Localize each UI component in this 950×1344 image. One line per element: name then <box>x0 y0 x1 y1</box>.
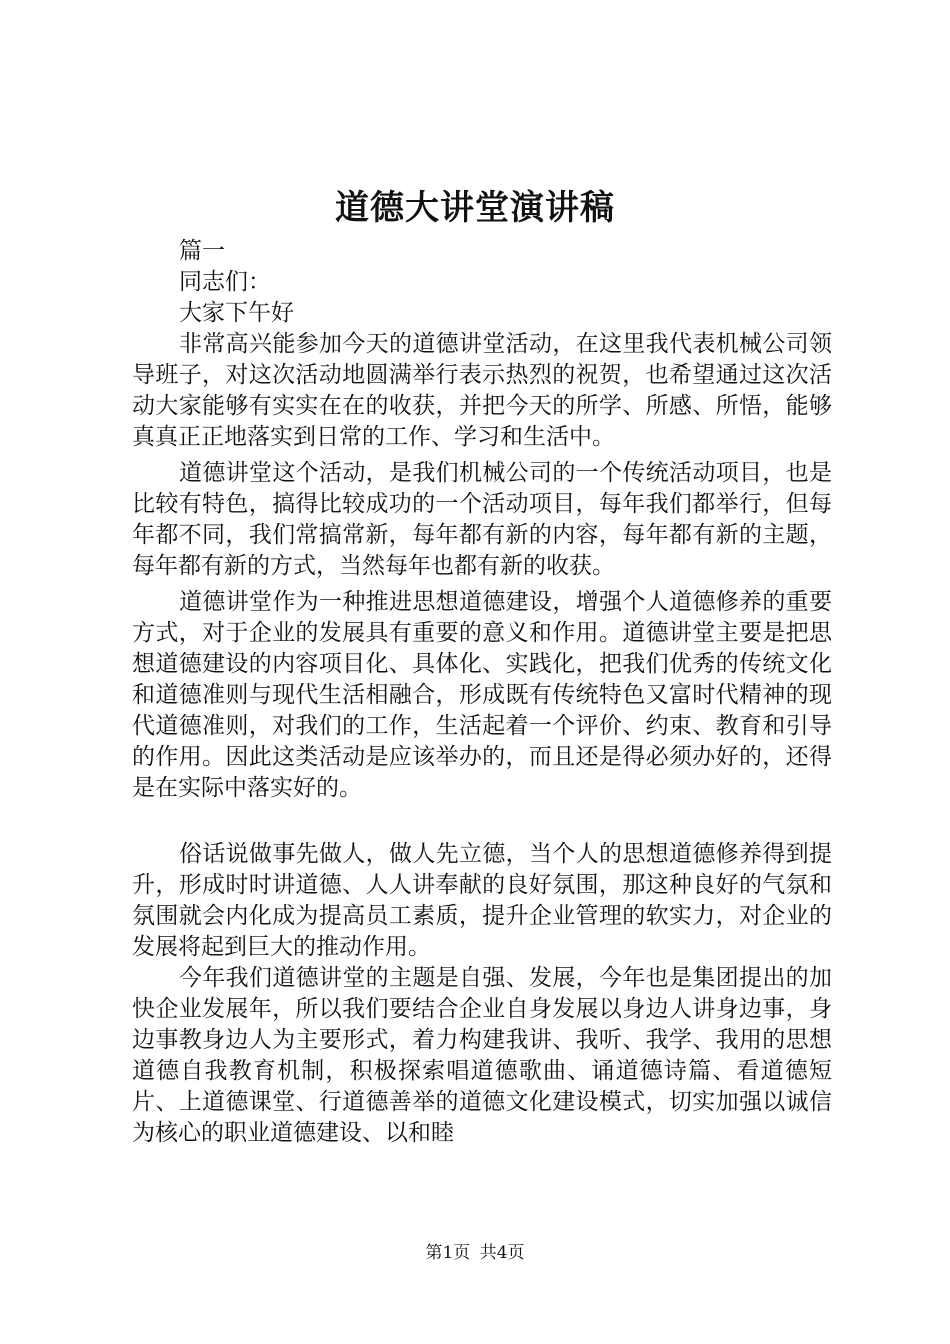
paragraph: 道德讲堂作为一种推进思想道德建设，增强个人道德修养的重要方式，对于企业的发展具有重要的意义和作用。道德讲堂主要是把思想道德建设的内容项目化、具体化、实践化，把我们优秀的传统文化和道德准则与现代生活相融合，形成既有传统特色又富时代精神的现代道德准则，对我们的工作，生活起着一个评价、约束、教育和引导的作用。因此这类活动是应该举办的，而且还是得必须办好的，还得是在实际中落实好的。 <box>132 589 832 801</box>
greeting: 大家下午好 <box>179 300 294 326</box>
salutation: 同志们： <box>179 269 271 295</box>
section-label: 篇一 <box>179 238 225 264</box>
paragraph: 俗话说做事先做人，做人先立德，当个人的思想道德修养得到提升，形成时时讲道德、人人讲奉献的良好氛围，那这种良好的气氛和氛围就会内化成为提高员工素质，提升企业管理的软实力，对企业的发展将起到巨大的推动作用。 <box>132 841 832 960</box>
paragraph: 非常高兴能参加今天的道德讲堂活动，在这里我代表机械公司领导班子，对这次活动地圆满举行表示热烈的祝贺，也希望通过这次活动大家能够有实实在在的收获，并把今天的所学、所感、所悟，能够真真正正地落实到日常的工作、学习和生活中。 <box>132 331 832 450</box>
document-title: 道德大讲堂演讲稿 <box>335 188 615 228</box>
document-body <box>132 236 832 1149</box>
page-footer <box>0 1241 950 1265</box>
page-total: 共4页 <box>479 1243 525 1263</box>
paragraph: 今年我们道德讲堂的主题是自强、发展，今年也是集团提出的加快企业发展年，所以我们要结合企业自身发展以身边人讲身边事，身边事教身边人为主要形式，着力构建我讲、我听、我学、我用的思想道德自我教育机制，积极探索唱道德歌曲、诵道德诗篇、看道德短片、上道德课堂、行道德善举的道德文化建设模式，切实加强以诚信为核心的职业道德建设、以和睦 <box>132 965 832 1146</box>
paragraph: 道德讲堂这个活动，是我们机械公司的一个传统活动项目，也是比较有特色，搞得比较成功的一个活动项目，每年我们都举行，但每年都不同，我们常搞常新，每年都有新的内容，每年都有新的主题，每年都有新的方式，当然每年也都有新的收获。 <box>132 460 832 579</box>
page-number: 第1页 <box>425 1243 471 1263</box>
